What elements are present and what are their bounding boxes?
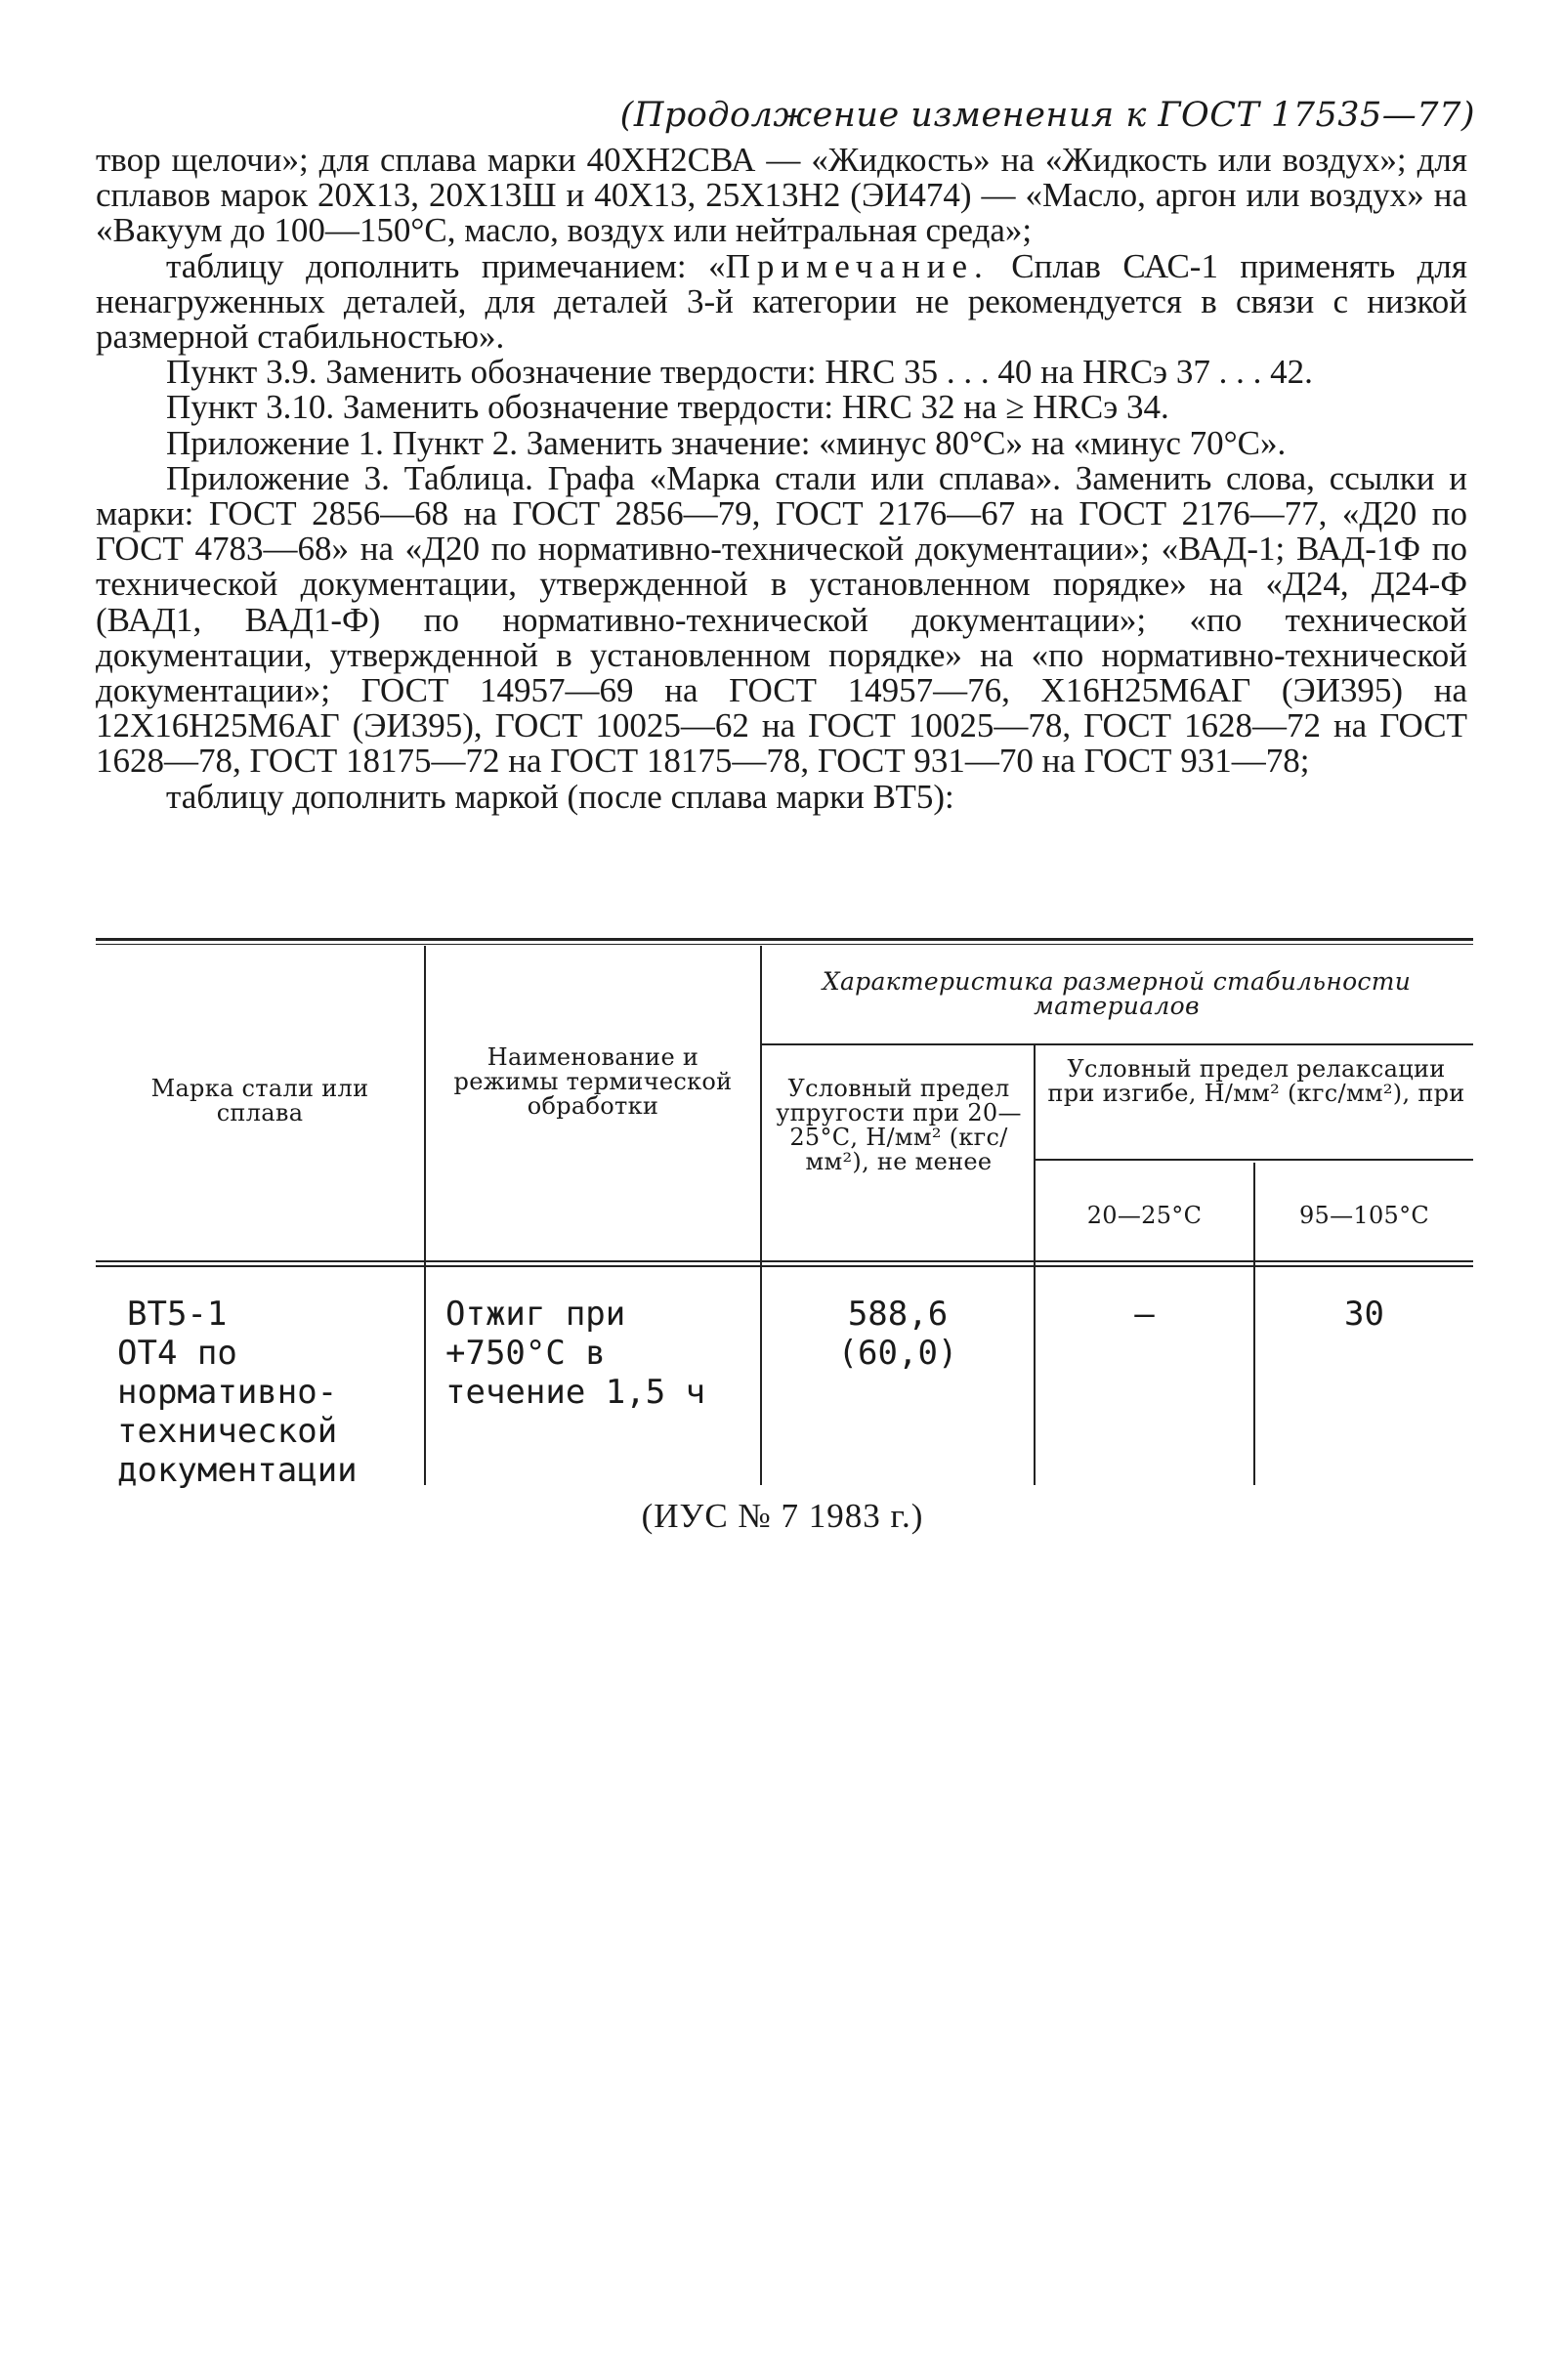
cell-grade: ВТ5-1 ОТ4 по нормативно-технической документации bbox=[117, 1295, 358, 1490]
paragraph-table-add: таблицу дополнить маркой (после сплава марки ВТ5): bbox=[166, 777, 954, 816]
paragraph-clause-3-9: Пункт 3.9. Заменить обозначение твердости: HRC 35 . . . 40 на HRCэ 37 . . . 42. bbox=[166, 353, 1313, 392]
cell-treatment: Отжиг при +750°С в течение 1,5 ч bbox=[445, 1295, 706, 1412]
cell-elastic-limit: 588,6 (60,0) bbox=[837, 1295, 958, 1373]
col-divider-2 bbox=[760, 946, 762, 1485]
header-relaxation-limit: Условный предел релаксации при изгибе, Н/мм² (кгс/мм²), при bbox=[1047, 1055, 1465, 1107]
cell-relax-95-105: 30 bbox=[1344, 1295, 1384, 1334]
data-table bbox=[96, 938, 1473, 1490]
header-temp-20-25: 20—25°С bbox=[1086, 1202, 1203, 1229]
header-bottom-rule-2 bbox=[96, 1265, 1473, 1267]
note-label: Примечание. bbox=[725, 246, 990, 285]
header-grade: Марка стали или сплава bbox=[150, 1075, 369, 1126]
header-treatment: Наименование и режимы термической обработки bbox=[453, 1043, 733, 1120]
cell-relax-20-25: — bbox=[1134, 1295, 1155, 1334]
paragraph-continuation: твор щелочи»; для сплава марки 40ХН2СВА — «Жидкость» на «Жидкость или воздух»; для сплавов марок 20Х13, 20Х13Ш и 40Х13, 25Х13Н2 (ЭИ474) — «Масло, аргон или воздух» на «Вакуум до 100—150°С, масло, воздух или нейтральная среда»; bbox=[96, 141, 1467, 250]
paragraph-appendix-1: Приложение 1. Пункт 2. Заменить значение: «минус 80°С» на «минус 70°С». bbox=[166, 423, 1287, 462]
source-reference: (ИУС № 7 1983 г.) bbox=[641, 1497, 924, 1535]
table-top-rule-thin bbox=[96, 944, 1473, 945]
running-head: (Продолжение изменения к ГОСТ 17535—77) bbox=[619, 96, 1475, 135]
paragraph-clause-3-10: Пункт 3.10. Заменить обозначение твердости: HRC 32 на ≥ HRCэ 34. bbox=[166, 388, 1169, 427]
header-elastic-limit: Условный предел упругости при 20—25°С, Н/мм² (кгс/мм²), не менее bbox=[776, 1075, 1022, 1175]
amendment-text bbox=[96, 143, 1467, 815]
group-header-rule bbox=[762, 1043, 1473, 1045]
relax-header-rule bbox=[1036, 1159, 1473, 1161]
table-top-rule bbox=[96, 938, 1473, 941]
header-temp-95-105: 95—105°С bbox=[1298, 1202, 1430, 1229]
paragraph-appendix-3: Приложение 3. Таблица. Графа «Марка стали или сплава». Заменить слова, ссылки и марки: ГОСТ 2856—68 на ГОСТ 2856—79, ГОСТ 2176—67 на ГОСТ 2176—77, «Д20 по ГОСТ 4783—68» на «Д20 по нормативно-технической документации»; «ВАД-1; ВАД-1Ф по технической документации, утвержденной в установленном порядке» на «Д24, Д24-Ф (ВАД1, ВАД1-Ф) по нормативно-технической документации»; «по технической документации, утвержденной в установленном порядке» на «по нормативно-технической документации»; ГОСТ 14957—69 на ГОСТ 14957—76, Х16Н25М6АГ (ЭИ395) на 12Х16Н25М6АГ (ЭИ395), ГОСТ 10025—62 на ГОСТ 10025—78, ГОСТ 1628—72 на ГОСТ 1628—78, ГОСТ 18175—72 на ГОСТ 18175—78, ГОСТ 931—70 на ГОСТ 931—78; bbox=[96, 458, 1467, 781]
header-bottom-rule bbox=[96, 1260, 1473, 1262]
col-divider-1 bbox=[424, 946, 426, 1485]
paragraph-table-note: таблицу дополнить примечанием: «Примечание. Сплав САС-1 применять для ненагруженных деталей, для деталей 3-й категории не рекомендуется в связи с низкой размерной стабильностью». bbox=[96, 246, 1467, 357]
header-dimensional-stability: Характеристика размерной стабильности материалов bbox=[822, 967, 1412, 1020]
